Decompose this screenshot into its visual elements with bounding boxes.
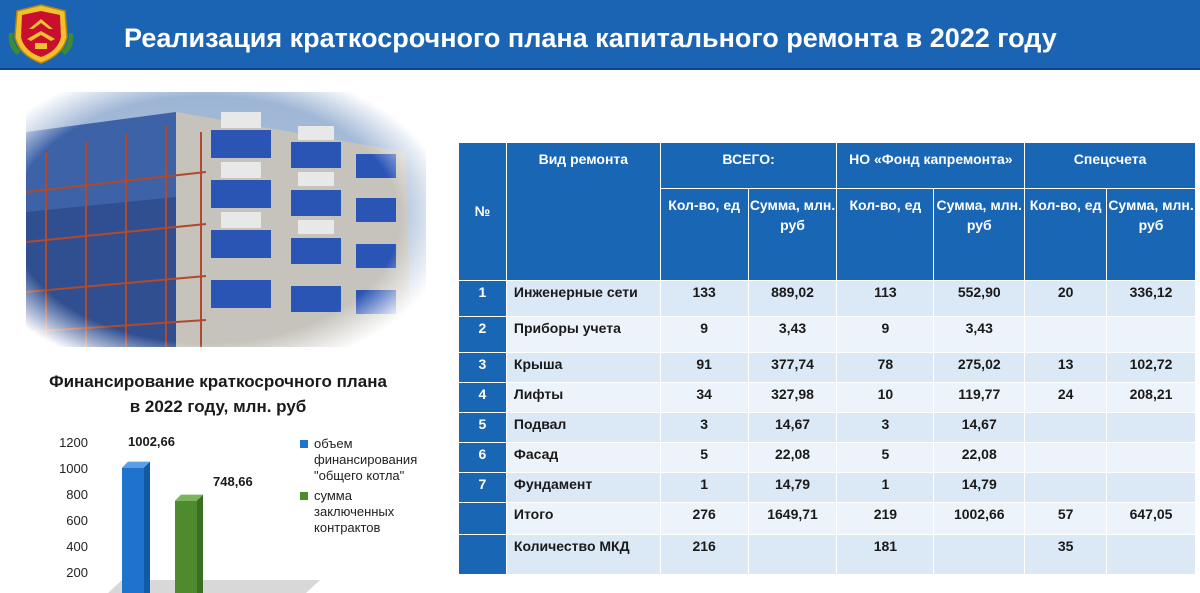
y-tick-label: 600: [66, 513, 88, 528]
cell-fund-sum: 14,67: [934, 413, 1025, 443]
cell-fund-count: 10: [837, 383, 934, 413]
header-special-sum: Сумма, млн. руб: [1107, 189, 1196, 281]
cell-fund-sum: [934, 535, 1025, 575]
chart-legend: [300, 436, 460, 540]
cell-special-count: 24: [1025, 383, 1107, 413]
cell-row-name: Инженерные сети: [506, 281, 660, 317]
cell-total-sum: 14,67: [748, 413, 837, 443]
cell-special-sum: [1107, 535, 1196, 575]
legend-swatch-green: [300, 492, 308, 500]
cell-total-count: 216: [660, 535, 748, 575]
cell-total-sum: [748, 535, 837, 575]
cell-row-name: Итого: [506, 503, 660, 535]
building-photo: [26, 92, 426, 347]
cell-total-sum: 377,74: [748, 353, 837, 383]
cell-row-name: Приборы учета: [506, 317, 660, 353]
bar-side-face: [197, 495, 203, 593]
y-tick-label: 1000: [59, 461, 88, 476]
chart-title: Финансирование краткосрочного плана в 2022 году, млн. руб: [49, 372, 387, 416]
cell-special-sum: 336,12: [1107, 281, 1196, 317]
repair-table: [458, 142, 1196, 575]
cell-fund-sum: 14,79: [934, 473, 1025, 503]
cell-fund-sum: 552,90: [934, 281, 1025, 317]
legend-item-pool: [300, 436, 460, 484]
cell-total-sum: 889,02: [748, 281, 837, 317]
header-repair-type: Вид ремонта: [506, 143, 660, 281]
cell-row-name: Лифты: [506, 383, 660, 413]
cell-special-count: 57: [1025, 503, 1107, 535]
cell-fund-count: 113: [837, 281, 934, 317]
bar-data-label: 748,66: [213, 474, 253, 489]
header-total-count: Кол-во, ед: [660, 189, 748, 281]
cell-fund-sum: 1002,66: [934, 503, 1025, 535]
cell-total-count: 5: [660, 443, 748, 473]
cell-row-num: [459, 503, 507, 535]
chuvashia-emblem-icon: [5, 3, 77, 65]
legend-contracts-line-2: заключенных: [314, 504, 395, 519]
cell-row-name: Фасад: [506, 443, 660, 473]
cell-row-name: Количество МКД: [506, 535, 660, 575]
cell-total-count: 276: [660, 503, 748, 535]
bar-pool: [122, 468, 144, 593]
cell-special-sum: [1107, 317, 1196, 353]
cell-row-num: 5: [459, 413, 507, 443]
cell-row-num: 7: [459, 473, 507, 503]
cell-special-count: [1025, 317, 1107, 353]
cell-total-count: 34: [660, 383, 748, 413]
cell-special-count: [1025, 443, 1107, 473]
cell-fund-sum: 3,43: [934, 317, 1025, 353]
header-fund: НО «Фонд капремонта»: [837, 143, 1025, 189]
cell-special-sum: 647,05: [1107, 503, 1196, 535]
table-row: [459, 383, 1196, 413]
cell-fund-count: 1: [837, 473, 934, 503]
bar-contracts: [175, 501, 197, 593]
header-total: ВСЕГО:: [660, 143, 837, 189]
cell-row-num: [459, 535, 507, 575]
cell-fund-sum: 275,02: [934, 353, 1025, 383]
cell-special-count: 20: [1025, 281, 1107, 317]
cell-total-count: 133: [660, 281, 748, 317]
cell-fund-sum: 119,77: [934, 383, 1025, 413]
bar-data-label: 1002,66: [128, 434, 175, 449]
legend-pool-line-3: "общего котла": [314, 468, 405, 483]
table-row: [459, 473, 1196, 503]
table-row: [459, 353, 1196, 383]
y-tick-label: 800: [66, 487, 88, 502]
cell-total-sum: 14,79: [748, 473, 837, 503]
cell-special-count: 35: [1025, 535, 1107, 575]
header-fund-count: Кол-во, ед: [837, 189, 934, 281]
cell-total-count: 91: [660, 353, 748, 383]
cell-row-name: Крыша: [506, 353, 660, 383]
cell-row-num: 3: [459, 353, 507, 383]
table-row: [459, 317, 1196, 353]
cell-special-sum: 208,21: [1107, 383, 1196, 413]
cell-total-sum: 3,43: [748, 317, 837, 353]
table-row: [459, 443, 1196, 473]
cell-special-count: [1025, 413, 1107, 443]
y-tick-label: 1200: [59, 435, 88, 450]
cell-fund-count: 181: [837, 535, 934, 575]
cell-special-sum: [1107, 443, 1196, 473]
table-row: [459, 413, 1196, 443]
cell-fund-count: 219: [837, 503, 934, 535]
cell-special-sum: [1107, 413, 1196, 443]
cell-special-count: 13: [1025, 353, 1107, 383]
cell-fund-sum: 22,08: [934, 443, 1025, 473]
legend-pool-line-2: финансирования: [314, 452, 418, 467]
y-tick-label: 200: [66, 565, 88, 580]
page-title: Реализация краткосрочного плана капитального ремонта в 2022 году: [124, 23, 1057, 53]
cell-total-count: 9: [660, 317, 748, 353]
y-tick-label: 400: [66, 539, 88, 554]
cell-total-sum: 1649,71: [748, 503, 837, 535]
cell-special-sum: 102,72: [1107, 353, 1196, 383]
cell-fund-count: 5: [837, 443, 934, 473]
cell-total-sum: 327,98: [748, 383, 837, 413]
cell-row-name: Подвал: [506, 413, 660, 443]
cell-fund-count: 3: [837, 413, 934, 443]
cell-row-num: 4: [459, 383, 507, 413]
header-fund-sum: Сумма, млн. руб: [934, 189, 1025, 281]
cell-fund-count: 78: [837, 353, 934, 383]
legend-item-contracts: [300, 488, 460, 536]
legend-contracts-line-3: контрактов: [314, 520, 381, 535]
cell-special-count: [1025, 473, 1107, 503]
table-row: [459, 535, 1196, 575]
header-num: №: [459, 143, 507, 281]
cell-row-num: 1: [459, 281, 507, 317]
legend-swatch-blue: [300, 440, 308, 448]
header-bar: [0, 0, 1200, 70]
cell-row-num: 6: [459, 443, 507, 473]
legend-contracts-line-1: сумма: [314, 488, 352, 503]
bar-side-face: [144, 462, 150, 593]
cell-special-sum: [1107, 473, 1196, 503]
cell-total-sum: 22,08: [748, 443, 837, 473]
header-total-sum: Сумма, млн. руб: [748, 189, 837, 281]
cell-total-count: 1: [660, 473, 748, 503]
table-row: [459, 503, 1196, 535]
header-special-count: Кол-во, ед: [1025, 189, 1107, 281]
header-special-accounts: Спецсчета: [1025, 143, 1196, 189]
cell-fund-count: 9: [837, 317, 934, 353]
cell-row-num: 2: [459, 317, 507, 353]
cell-total-count: 3: [660, 413, 748, 443]
cell-row-name: Фундамент: [506, 473, 660, 503]
legend-pool-line-1: объем: [314, 436, 353, 451]
table-row: [459, 281, 1196, 317]
